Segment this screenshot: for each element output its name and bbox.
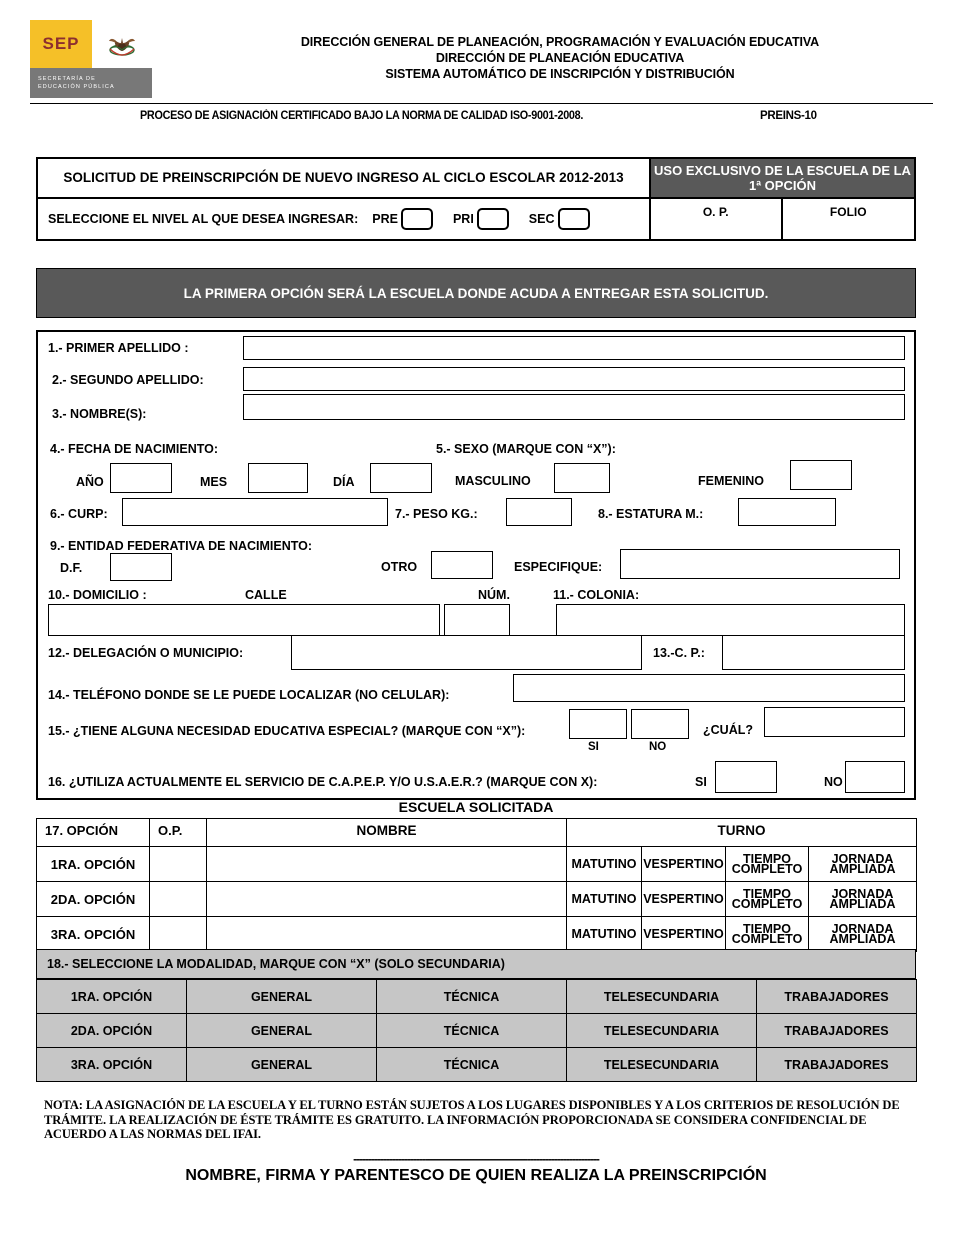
uso-exclusivo-title-cell	[651, 159, 914, 199]
escuela-row2-turno-tiempo-completo[interactable]	[726, 882, 809, 917]
dia-label: DÍA	[333, 475, 355, 489]
modalidad-row3-tecnica[interactable]: TÉCNICA	[377, 1048, 567, 1082]
modalidad-header-text: 18.- SELECCIONE LA MODALIDAD, MARQUE CON “X” (SOLO SECUNDARIA)	[47, 957, 505, 971]
otro-checkbox[interactable]	[431, 551, 493, 579]
modalidad-row1-telesecundaria[interactable]: TELESECUNDARIA	[567, 980, 757, 1014]
escuela-row1-turno-matutino[interactable]	[567, 847, 642, 882]
telefono-label: 14.- TELÉFONO DONDE SE LE PUEDE LOCALIZAR (NO CELULAR):	[48, 688, 450, 702]
colonia-input[interactable]	[556, 604, 905, 636]
personal-data-form	[36, 330, 916, 800]
turno-tiempo-line2: COMPLETO	[731, 932, 803, 946]
header-title-line2: DIRECCIÓN DE PLANEACIÓN EDUCATIVA	[435, 51, 685, 65]
peso-label: 7.- PESO KG.:	[395, 507, 478, 521]
modalidad-row2-tecnica[interactable]: TÉCNICA	[377, 1014, 567, 1048]
femenino-label: FEMENINO	[698, 474, 764, 488]
level-checkbox-pri[interactable]	[477, 208, 509, 230]
modalidad-row2-general[interactable]: GENERAL	[187, 1014, 377, 1048]
turno-vespertino-line1: VESPERTINO	[643, 927, 724, 941]
escuela-row3-turno-vespertino[interactable]	[642, 917, 726, 952]
modalidad-row1-trabajadores[interactable]: TRABAJADORES	[757, 980, 917, 1014]
mes-input[interactable]	[248, 463, 308, 493]
turno-vespertino-line1: VESPERTINO	[643, 857, 724, 871]
modalidad-row2-telesecundaria[interactable]: TELESECUNDARIA	[567, 1014, 757, 1048]
escuela-row1-opcion: 1RA. OPCIÓN	[37, 847, 150, 882]
turno-tiempo-line1: TIEMPO	[743, 922, 791, 936]
capep-no-label: NO	[824, 775, 843, 789]
solicitud-header-table	[36, 157, 916, 241]
fecha-nacimiento-label: 4.- FECHA DE NACIMIENTO:	[50, 442, 219, 456]
level-checkbox-pre[interactable]	[401, 208, 433, 230]
level-option-pri-label: PRI	[452, 212, 474, 226]
turno-matutino-line1: MATUTINO	[571, 892, 637, 906]
turno-matutino-line1: MATUTINO	[571, 927, 637, 941]
df-label: D.F.	[60, 561, 83, 575]
modalidad-header	[36, 949, 916, 979]
escuela-row3-opcion: 3RA. OPCIÓN	[37, 917, 150, 952]
form-code: PREINS-10	[760, 110, 817, 122]
header-title-line3: SISTEMA AUTOMÁTICO DE INSCRIPCIÓN Y DISTRIBUCIÓN	[385, 67, 735, 81]
capep-si-label: SI	[695, 775, 707, 789]
level-checkbox-sec[interactable]	[558, 208, 590, 230]
estatura-label: 8.- ESTATURA M.:	[598, 507, 704, 521]
cual-label: ¿CUÁL?	[703, 723, 753, 737]
escuela-header-nombre: NOMBRE	[207, 819, 567, 847]
header-divider	[30, 103, 933, 104]
turno-jornada-line2: AMPLIADA	[829, 932, 896, 946]
escuela-header-turno: TURNO	[567, 819, 917, 847]
folio-cell[interactable]	[783, 199, 915, 239]
num-label: NÚM.	[478, 588, 510, 602]
modalidad-row1-tecnica[interactable]: TÉCNICA	[377, 980, 567, 1014]
turno-tiempo-line1: TIEMPO	[743, 852, 791, 866]
dia-input[interactable]	[370, 463, 432, 493]
primer-apellido-input[interactable]	[243, 336, 905, 360]
escuela-row2-turno-matutino[interactable]	[567, 882, 642, 917]
df-checkbox[interactable]	[110, 553, 172, 581]
delegacion-label: 12.- DELEGACIÓN O MUNICIPIO:	[48, 646, 244, 660]
level-option-sec[interactable]	[529, 208, 590, 230]
uso-exclusivo-block	[651, 159, 914, 239]
telefono-input[interactable]	[513, 674, 905, 702]
turno-matutino-line1: MATUTINO	[571, 857, 637, 871]
calle-label: CALLE	[245, 588, 287, 602]
sep-wordmark-text: SEP	[42, 34, 80, 53]
peso-input[interactable]	[506, 498, 572, 526]
table-row	[37, 882, 917, 917]
level-option-pre[interactable]	[372, 208, 453, 230]
especifique-label: ESPECIFIQUE:	[514, 560, 603, 574]
level-selector-row	[38, 199, 649, 239]
cual-input[interactable]	[764, 707, 905, 737]
folio-label: FOLIO	[829, 205, 867, 219]
turno-jornada-line2: AMPLIADA	[829, 862, 896, 876]
escuela-row1-turno-vespertino[interactable]	[642, 847, 726, 882]
header-title-block	[180, 34, 940, 82]
logo-subtitle-line1: SECRETARÍA DE	[38, 76, 96, 82]
nombres-input[interactable]	[243, 394, 905, 420]
modalidad-row1-opcion: 1RA. OPCIÓN	[37, 980, 187, 1014]
calle-input[interactable]	[48, 604, 440, 636]
iso-certification-text: PROCESO DE ASIGNACIÓN CERTIFICADO BAJO LA NORMA DE CALIDAD ISO-9001-2008.	[140, 110, 584, 122]
escuela-row1-nombre-input[interactable]	[207, 847, 567, 882]
op-cell[interactable]	[651, 199, 783, 239]
domicilio-label: 10.- DOMICILIO :	[48, 588, 147, 602]
header-title-line1: DIRECCIÓN GENERAL DE PLANEACIÓN, PROGRAMACIÓN Y EVALUACIÓN EDUCATIVA	[300, 35, 820, 49]
sexo-label: 5.- SEXO (MARQUE CON “X”):	[436, 442, 616, 456]
ano-input[interactable]	[110, 463, 172, 493]
nombres-label: 3.- NOMBRE(S):	[52, 407, 147, 421]
segundo-apellido-label: 2.- SEGUNDO APELLIDO:	[52, 373, 204, 387]
iso-certification-line	[30, 110, 933, 128]
logo-subtitle-line2: EDUCACIÓN PÚBLICA	[38, 84, 115, 90]
escuela-row3-turno-jornada-ampliada[interactable]	[809, 917, 917, 952]
modalidad-row3-general[interactable]: GENERAL	[187, 1048, 377, 1082]
necesidad-especial-si-checkbox[interactable]	[569, 709, 627, 739]
modalidad-table	[36, 979, 917, 1082]
colonia-label: 11.- COLONIA:	[553, 588, 640, 602]
modalidad-row2-trabajadores[interactable]: TRABAJADORES	[757, 1014, 917, 1048]
level-option-pri[interactable]	[453, 208, 529, 230]
escuela-row2-turno-jornada-ampliada[interactable]	[809, 882, 917, 917]
op-folio-row	[651, 199, 914, 239]
cp-input[interactable]	[722, 635, 905, 670]
escuela-row1-turno-jornada-ampliada[interactable]	[809, 847, 917, 882]
capep-usaer-label: 16. ¿UTILIZA ACTUALMENTE EL SERVICIO DE C.A.P.E.P. Y/O U.S.A.E.R.? (MARQUE CON X):	[48, 775, 598, 789]
capep-si-checkbox[interactable]	[715, 761, 777, 793]
necesidad-especial-si-label: SI	[588, 741, 599, 753]
escuela-row2-opcion: 2DA. OPCIÓN	[37, 882, 150, 917]
solicitud-title-cell	[38, 159, 649, 199]
escuela-row3-nombre-input[interactable]	[207, 917, 567, 952]
uso-exclusivo-title-text: USO EXCLUSIVO DE LA ESCUELA DE LA 1ª OPCIÓN	[654, 163, 911, 193]
logo-subtitle-band	[30, 68, 152, 98]
document-header	[0, 0, 963, 102]
level-selector-label: SELECCIONE EL NIVEL AL QUE DESEA INGRESAR:	[48, 212, 359, 226]
table-row	[37, 847, 917, 882]
turno-tiempo-line1: TIEMPO	[743, 887, 791, 901]
level-option-pre-label: PRE	[372, 212, 398, 226]
sep-logo	[30, 20, 152, 98]
turno-vespertino-line1: VESPERTINO	[643, 892, 724, 906]
primer-apellido-label: 1.- PRIMER APELLIDO :	[48, 341, 189, 355]
turno-jornada-line1: JORNADA	[831, 852, 894, 866]
sep-wordmark	[30, 20, 92, 68]
turno-jornada-line1: JORNADA	[831, 922, 894, 936]
primera-opcion-banner	[36, 268, 916, 318]
segundo-apellido-input[interactable]	[243, 367, 905, 391]
turno-jornada-line2: AMPLIADA	[829, 897, 896, 911]
solicitud-left-block	[38, 159, 651, 239]
turno-tiempo-line2: COMPLETO	[731, 862, 803, 876]
otro-label: OTRO	[381, 560, 418, 574]
escuela-row1-op-input[interactable]	[150, 847, 207, 882]
escuela-header-opcion: 17. OPCIÓN	[37, 819, 150, 847]
mes-label: MES	[200, 475, 228, 489]
modalidad-row1-general[interactable]: GENERAL	[187, 980, 377, 1014]
modalidad-row3-trabajadores[interactable]: TRABAJADORES	[757, 1048, 917, 1082]
delegacion-input[interactable]	[291, 635, 642, 670]
escuela-solicitada-table	[36, 818, 917, 952]
necesidad-especial-no-checkbox[interactable]	[631, 709, 689, 739]
escuela-row2-op-input[interactable]	[150, 882, 207, 917]
ano-label: AÑO	[76, 475, 104, 489]
estatura-input[interactable]	[738, 498, 836, 526]
table-row	[37, 1048, 917, 1082]
masculino-label: MASCULINO	[455, 474, 531, 488]
signature-dashed-line: ----------------------------------------------------------------------------------	[353, 1152, 599, 1166]
table-row	[37, 917, 917, 952]
capep-no-checkbox[interactable]	[845, 761, 905, 793]
curp-input[interactable]	[122, 498, 388, 526]
especifique-input[interactable]	[620, 549, 900, 579]
primera-opcion-banner-text: LA PRIMERA OPCIÓN SERÁ LA ESCUELA DONDE ACUDA A ENTREGAR ESTA SOLICITUD.	[183, 285, 769, 301]
footer-note: NOTA: LA ASIGNACIÓN DE LA ESCUELA Y EL TURNO ESTÁN SUJETOS A LOS LUGARES DISPONIBLES Y A LOS CRITERIOS DE RESOLUCIÓN DE TRÁMITE. LA REALIZACIÓN DE ÉSTE TRÁMITE ES GRATUITO. LA INFORMACIÓN PROPORCIONADA SE CONSIDERA CONFIDENCIAL DE ACUERDO A LAS NORMAS DEL IFAI.	[44, 1098, 900, 1141]
turno-tiempo-line2: COMPLETO	[731, 897, 803, 911]
escuela-row1-turno-tiempo-completo[interactable]	[726, 847, 809, 882]
escuela-solicitada-title: ESCUELA SOLICITADA	[398, 799, 554, 815]
escuela-row3-turno-matutino[interactable]	[567, 917, 642, 952]
table-row	[37, 1014, 917, 1048]
op-label: O. P.	[702, 205, 729, 219]
escuela-table-header-row	[37, 819, 917, 847]
escuela-row2-nombre-input[interactable]	[207, 882, 567, 917]
solicitud-title-text: SOLICITUD DE PREINSCRIPCIÓN DE NUEVO INGRESO AL CICLO ESCOLAR 2012-2013	[63, 170, 624, 185]
escuela-row2-turno-vespertino[interactable]	[642, 882, 726, 917]
necesidad-especial-no-label: NO	[649, 741, 667, 753]
cp-label: 13.-C. P.:	[653, 646, 705, 660]
signature-label: NOMBRE, FIRMA Y PARENTESCO DE QUIEN REALIZA LA PREINSCRIPCIÓN	[185, 1167, 767, 1184]
logo-top-band	[30, 20, 152, 68]
table-row	[37, 980, 917, 1014]
entidad-federativa-label: 9.- ENTIDAD FEDERATIVA DE NACIMIENTO:	[50, 539, 313, 553]
masculino-checkbox[interactable]	[554, 463, 610, 493]
level-option-sec-label: SEC	[528, 212, 555, 226]
escuela-header-op: O.P.	[150, 819, 207, 847]
modalidad-row3-telesecundaria[interactable]: TELESECUNDARIA	[567, 1048, 757, 1082]
num-input[interactable]	[444, 604, 510, 636]
escuela-row3-op-input[interactable]	[150, 917, 207, 952]
mexican-eagle-emblem-icon	[92, 20, 152, 68]
necesidad-especial-label: 15.- ¿TIENE ALGUNA NECESIDAD EDUCATIVA ESPECIAL? (MARQUE CON “X”):	[48, 724, 526, 738]
curp-label: 6.- CURP:	[50, 507, 108, 521]
escuela-row3-turno-tiempo-completo[interactable]	[726, 917, 809, 952]
turno-jornada-line1: JORNADA	[831, 887, 894, 901]
modalidad-section	[36, 949, 916, 1082]
modalidad-row3-opcion: 3RA. OPCIÓN	[37, 1048, 187, 1082]
femenino-checkbox[interactable]	[790, 460, 852, 490]
modalidad-row2-opcion: 2DA. OPCIÓN	[37, 1014, 187, 1048]
